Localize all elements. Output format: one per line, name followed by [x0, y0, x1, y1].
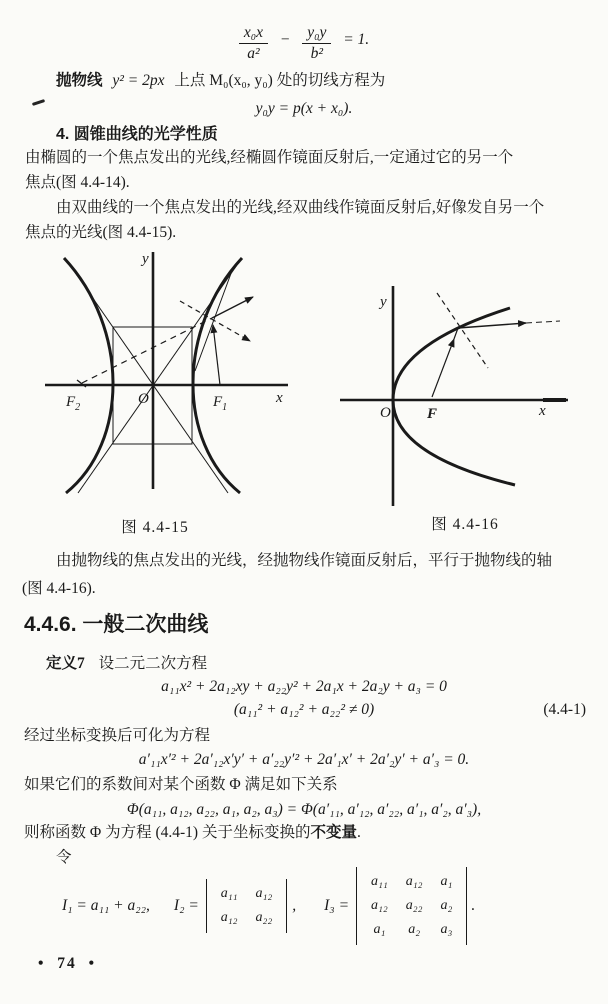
det3-cell: a₂	[440, 897, 453, 913]
fraction-1	[239, 24, 268, 63]
fraction-2	[302, 24, 331, 63]
term-parabola: 抛物线	[56, 72, 103, 89]
paragraph-invariant	[24, 822, 361, 844]
paragraph-hyperbola-line1: 由双曲线的一个焦点发出的光线,经双曲线作镜面反射后,好像发自另一个	[56, 199, 545, 216]
hyperbola-left-branch	[64, 258, 113, 493]
tangent-dashed-ray	[180, 301, 250, 341]
paragraph-parabola-optic-line1: 由抛物线的焦点发出的光线，经抛物线作镜面反射后，平行于抛物线的轴	[56, 552, 553, 569]
fraction-1-numerator: x₀x	[239, 24, 268, 44]
paragraph-transform: 经过坐标变换后可化为方程	[24, 727, 211, 744]
det3-cell: a₁	[440, 873, 453, 889]
heading-optical-properties: 4. 圆锥曲线的光学性质	[56, 126, 218, 143]
parabola-intro-rest: 上点 M₀(x₀, y₀) 处的切线方程为	[174, 72, 386, 89]
page-number: • 74 •	[38, 955, 97, 972]
invariant-pre: 则称函数 Φ 为方程 (4.4-1) 关于坐标变换的	[24, 824, 311, 841]
section-heading-general-quadratic: 4.4.6. 一般二次曲线	[24, 613, 209, 636]
equation-general-condition: (a₁₁² + a₁₂² + a₂₂² ≠ 0)	[233, 701, 375, 718]
invariant-I1: I₁ = a₁₁ + a₂₂,	[62, 896, 150, 914]
equation-number-tag: (4.4-1)	[543, 701, 586, 718]
origin-label: O	[380, 405, 391, 421]
det3-cell: a₁	[373, 922, 386, 938]
invariant-I2	[174, 879, 296, 934]
incident-ray-from-f	[432, 339, 454, 397]
x-axis-label: x	[539, 403, 546, 419]
figure-hyperbola-optics	[30, 248, 320, 510]
definition-7-text: 设二元二次方程	[98, 655, 208, 672]
det3-cell: a₁₂	[371, 897, 388, 913]
invariant-term: 不变量	[310, 824, 357, 841]
f1-base: F	[213, 394, 223, 410]
equals-one: = 1.	[343, 30, 370, 48]
equation-general-quadratic: a₁₁x² + 2a₁₂xy + a₂₂y² + 2a₁x + 2a₂y + a₃ = 0	[161, 678, 447, 695]
det2-cell: a₁₂	[220, 910, 238, 925]
equation-phi-relation: Φ(a₁₁, a₁₂, a₂₂, a₁, a₂, a₃) = Φ(a′₁₁, a′₁₂, a′₂₂, a′₁, a′₂, a′₃),	[126, 801, 482, 818]
invariants-row	[62, 862, 594, 950]
x-axis-label: x	[276, 390, 283, 406]
figure16-caption: 图 4.4-16	[431, 516, 499, 533]
parabola-tangent-intro	[56, 70, 385, 92]
invariant-I2-separator: ,	[292, 896, 297, 914]
incident-ray-from-f1	[213, 325, 220, 385]
f2-subscript: 2	[75, 402, 81, 413]
det2-cell: a₁₁	[220, 885, 238, 901]
paragraph-hyperbola-line2: 焦点的光线(图 4.4-15).	[25, 224, 177, 241]
fraction-1-denominator: a²	[247, 44, 260, 62]
det3-cell: a₃	[440, 922, 453, 938]
origin-label: O	[138, 391, 149, 407]
paragraph-parabola-optic-line2: (图 4.4-16).	[22, 580, 96, 597]
paragraph-phi-relation: 如果它们的系数间对某个函数 Φ 满足如下关系	[24, 776, 338, 793]
definition-7-label: 定义7	[46, 655, 85, 672]
f2-base: F	[66, 394, 76, 410]
focus-f2-label	[65, 394, 80, 413]
fraction-2-denominator: b²	[310, 44, 323, 62]
let-word: 令	[56, 849, 72, 866]
focus-f-label: F	[427, 406, 438, 422]
det3-cell: a₁₁	[371, 873, 388, 889]
y-axis-label: y	[142, 251, 149, 267]
focus-f1-label	[212, 394, 227, 413]
definition-7-line	[46, 653, 207, 675]
fraction-2-numerator: y₀y	[302, 24, 331, 44]
invariant-I3-lhs: I₃ =	[324, 896, 350, 914]
det2-cell: a₁₂	[255, 885, 273, 901]
paragraph-ellipse-line2: 焦点(图 4.4-14).	[25, 174, 130, 191]
reflected-ray-extension	[526, 321, 560, 323]
determinant-3x3	[356, 867, 467, 946]
equation-general-primed: a′₁₁x′² + 2a′₁₂x′y′ + a′₂₂y′² + 2a′₁x′ + 2a′₂y′ + a′₃ = 0.	[138, 751, 470, 768]
normal-line	[195, 268, 233, 371]
f1-subscript: 1	[222, 402, 228, 413]
det3-cell: a₁₂	[405, 873, 423, 889]
minus-sign: −	[279, 30, 291, 48]
invariant-post: .	[356, 824, 361, 841]
parabola-upper-branch	[393, 308, 510, 400]
hyperbola-right-branch	[193, 258, 242, 493]
det3-cell: a₂	[408, 922, 421, 938]
figure15-caption: 图 4.4-15	[121, 519, 189, 536]
equation-parabola-tangent: y₀y = p(x + x₀).	[255, 100, 353, 117]
tangent-dashed-line	[437, 293, 488, 368]
invariant-I3	[324, 867, 475, 946]
determinant-2x2	[206, 879, 287, 934]
det3-cell: a₂₂	[405, 897, 423, 913]
equation-hyperbola-tangent	[0, 24, 608, 63]
y-axis-label: y	[380, 294, 387, 310]
parabola-lower-branch	[393, 400, 515, 485]
invariant-I2-lhs: I₂ =	[173, 896, 199, 914]
paragraph-ellipse-line1: 由椭圆的一个焦点发出的光线,经椭圆作镜面反射后,一定通过它的另一个	[25, 149, 514, 166]
parabola-equation: y² = 2px	[112, 72, 165, 89]
figure-parabola-optics	[330, 250, 580, 512]
invariant-I3-period: .	[471, 896, 476, 914]
det2-cell: a₂₂	[255, 910, 273, 925]
